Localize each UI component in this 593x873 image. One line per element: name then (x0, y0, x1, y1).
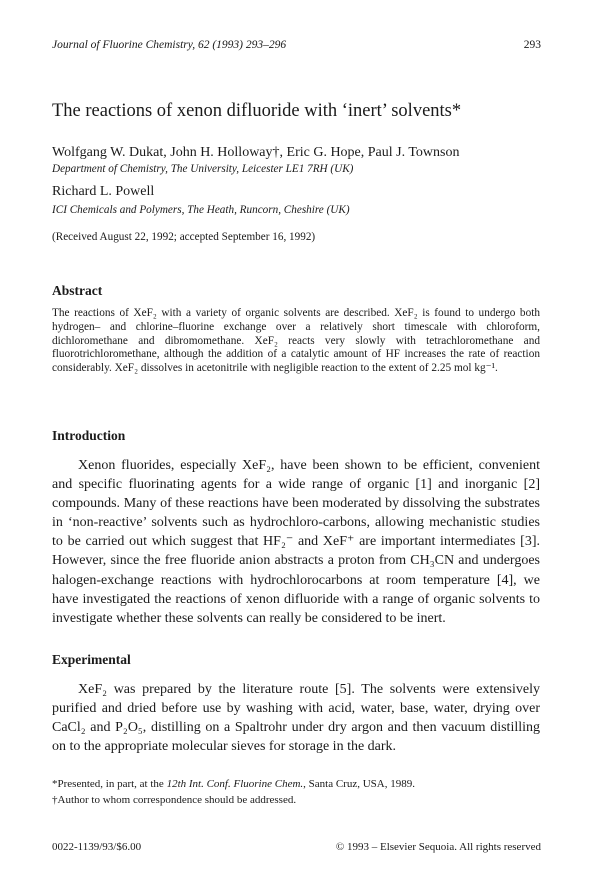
authors-line-1: Wolfgang W. Dukat, John H. Holloway†, Eric G. Hope, Paul J. Townson (52, 145, 460, 160)
footnote-conference: 12th Int. Conf. Fluorine Chem. (166, 778, 304, 790)
received-dates: (Received August 22, 1992; accepted September 16, 1992) (52, 231, 316, 243)
page-number: 293 (523, 39, 541, 51)
journal-citation: Journal of Fluorine Chemistry, 62 (1993) 293–296 (52, 39, 287, 51)
footnote-correspondence: †Author to whom correspondence should be addressed. (52, 794, 297, 806)
experimental-text: XeF₂ was prepared by the literature route [5]. The solvents were extensively purified and dried before use by washing with acid, water, base, water, drying over CaCl₂ and P₂O₅, distilling on a Spaltrohr under dry argon and then vacuum distilling on to the appropriate molecular sieves for storage in the dark. (52, 682, 540, 755)
abstract-heading: Abstract (52, 283, 103, 298)
introduction-text: Xenon fluorides, especially XeF₂, have been shown to be efficient, convenient and specific fluorinating agents for a wide range of organic [1] and inorganic [2] compounds. Many of these reactions have been moderated by dissolving the substrates in ‘non-reactive’ solvents such as hydrochloro-carbons, allowing mechanistic studies to be carried out which suggest that HF₂⁻ and XeF⁺ are important intermediates [3]. However, since the free fluoride anion abstracts a proton from CH₃CN and undergoes halogen-exchange reactions with hydrochlorocarbons at room temperature [4], we have investigated the reactions of xenon difluoride with a range of organic solvents to investigate whether these solvents can really be considered to be inert. (52, 458, 540, 626)
footnote-presented (52, 778, 540, 790)
footnote-presented-prefix: *Presented, in part, at the (52, 778, 167, 790)
affiliation-2: ICI Chemicals and Polymers, The Heath, Runcorn, Cheshire (UK) (52, 204, 350, 216)
affiliation-1: Department of Chemistry, The University, Leicester LE1 7RH (UK) (52, 163, 354, 175)
footnote-presented-suffix: , Santa Cruz, USA, 1989. (303, 778, 415, 790)
copyright-notice: © 1993 – Elsevier Sequoia. All rights reserved (335, 841, 541, 853)
authors-line-2: Richard L. Powell (52, 184, 155, 199)
experimental-heading: Experimental (52, 652, 131, 667)
article-title: The reactions of xenon difluoride with ‘inert’ solvents* (52, 101, 462, 121)
issn-price: 0022-1139/93/$6.00 (52, 841, 142, 853)
abstract-text: The reactions of XeF₂ with a variety of organic solvents are described. XeF₂ is found to undergo both hydrogen– and chlorine–fluorine exchange over a relatively short timescale with chloroform, dichloromethane and dibromomethane. XeF₂ reacts very slowly with tetrachloromethane and fluorotrichloromethane, although the addition of a catalytic amount of HF increases the rate of reaction considerably. XeF₂ dissolves in acetonitrile with negligible reaction to the extent of 2.25 mol kg⁻¹. (52, 307, 540, 375)
introduction-heading: Introduction (52, 428, 126, 443)
